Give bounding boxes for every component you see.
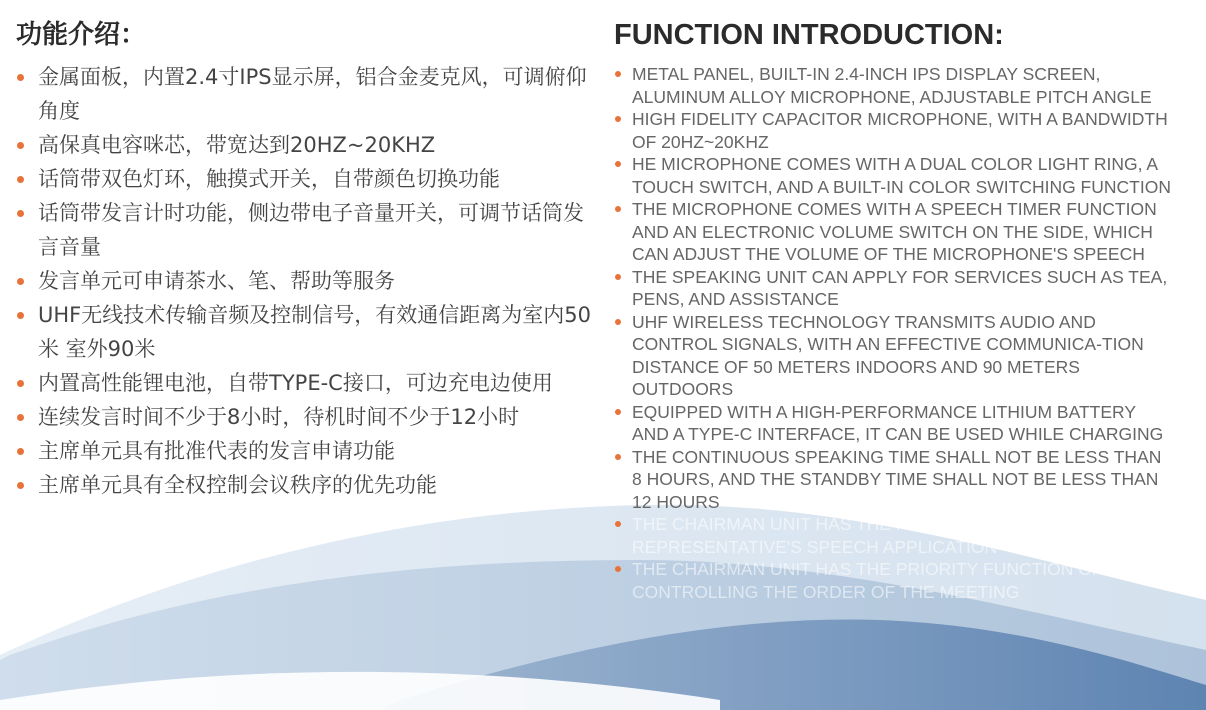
list-item: THE MICROPHONE COMES WITH A SPEECH TIMER FUNCTION AND AN ELECTRONIC VOLUME SWITCH ON THE SIDE, WHICH CAN ADJUST THE VOLUME OF THE MICROPHONE'S SPEECH bbox=[614, 198, 1174, 266]
list-item: 内置高性能锂电池，自带TYPE-C接口，可边充电边使用 bbox=[16, 366, 596, 400]
list-item: 高保真电容咪芯，带宽达到20HZ~20KHZ bbox=[16, 128, 596, 162]
list-item: THE SPEAKING UNIT CAN APPLY FOR SERVICES SUCH AS TEA, PENS, AND ASSISTANCE bbox=[614, 266, 1174, 311]
chinese-section bbox=[16, 16, 596, 502]
list-item: 主席单元具有批准代表的发言申请功能 bbox=[16, 434, 596, 468]
list-item: 连续发言时间不少于8小时，待机时间不少于12小时 bbox=[16, 400, 596, 434]
english-feature-list bbox=[614, 63, 1174, 603]
list-item: METAL PANEL, BUILT-IN 2.4-INCH IPS DISPLAY SCREEN, ALUMINUM ALLOY MICROPHONE, ADJUSTABLE PITCH ANGLE bbox=[614, 63, 1174, 108]
chinese-feature-list bbox=[16, 60, 596, 502]
list-item: UHF无线技术传输音频及控制信号，有效通信距离为室内50米 室外90米 bbox=[16, 298, 596, 366]
list-item: 主席单元具有全权控制会议秩序的优先功能 bbox=[16, 468, 596, 502]
list-item: THE CONTINUOUS SPEAKING TIME SHALL NOT BE LESS THAN 8 HOURS, AND THE STANDBY TIME SHALL NOT BE LESS THAN 12 HOURS bbox=[614, 446, 1174, 514]
list-item: THE CHAIRMAN UNIT HAS THE FUNCTION OF APPROVING THE REPRESENTATIVE'S SPEECH APPLICATION bbox=[614, 513, 1174, 558]
list-item: 话筒带双色灯环，触摸式开关，自带颜色切换功能 bbox=[16, 162, 596, 196]
english-title: FUNCTION INTRODUCTION: bbox=[614, 19, 1004, 51]
list-item: HIGH FIDELITY CAPACITOR MICROPHONE, WITH A BANDWIDTH OF 20HZ~20KHZ bbox=[614, 108, 1174, 153]
list-item: UHF WIRELESS TECHNOLOGY TRANSMITS AUDIO AND CONTROL SIGNALS, WITH AN EFFECTIVE COMMUNICA-TION DISTANCE OF 50 METERS INDOORS AND 90 METERS OUTDOORS bbox=[614, 311, 1174, 401]
list-item: EQUIPPED WITH A HIGH-PERFORMANCE LITHIUM BATTERY AND A TYPE-C INTERFACE, IT CAN BE USED WHILE CHARGING bbox=[614, 401, 1174, 446]
list-item: 发言单元可申请茶水、笔、帮助等服务 bbox=[16, 264, 596, 298]
chinese-title: 功能介绍： bbox=[16, 20, 147, 50]
list-item: 话筒带发言计时功能，侧边带电子音量开关，可调节话筒发言音量 bbox=[16, 196, 596, 264]
list-item: HE MICROPHONE COMES WITH A DUAL COLOR LIGHT RING, A TOUCH SWITCH, AND A BUILT-IN COLOR SWITCHING FUNCTION bbox=[614, 153, 1174, 198]
english-section bbox=[614, 16, 1174, 603]
list-item: 金属面板，内置2.4寸IPS显示屏，铝合金麦克风，可调俯仰角度 bbox=[16, 60, 596, 128]
list-item: THE CHAIRMAN UNIT HAS THE PRIORITY FUNCTION OF FULLY CONTROLLING THE ORDER OF THE MEETING bbox=[614, 558, 1174, 603]
